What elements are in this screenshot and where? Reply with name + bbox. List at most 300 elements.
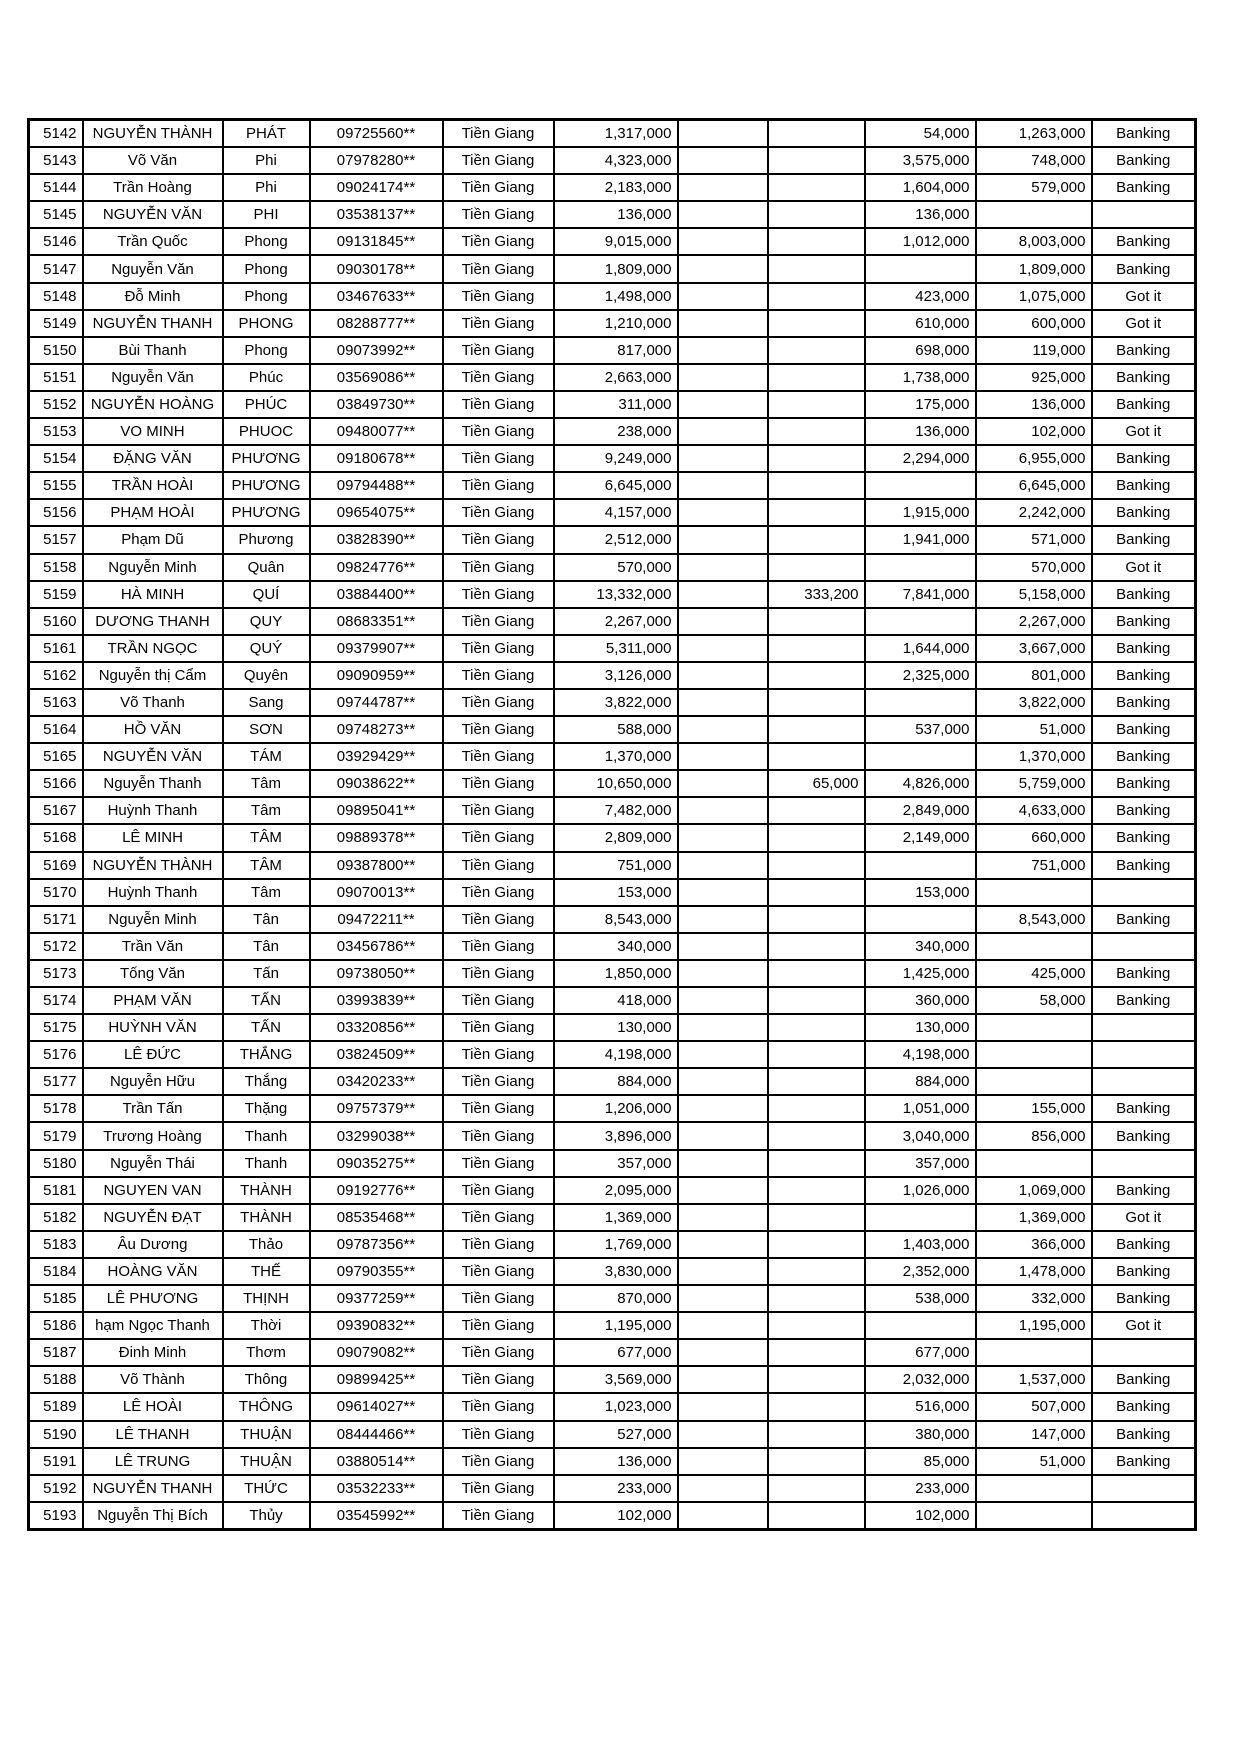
- cell-province[interactable]: Tiền Giang: [443, 662, 554, 689]
- cell-id[interactable]: 5152: [29, 391, 83, 418]
- cell-given_name[interactable]: Tấn: [223, 960, 310, 987]
- cell-amount_4[interactable]: 366,000: [976, 1231, 1092, 1258]
- cell-province[interactable]: Tiền Giang: [443, 1312, 554, 1339]
- cell-amount_3[interactable]: [865, 1312, 976, 1339]
- cell-amount_4[interactable]: 6,955,000: [976, 445, 1092, 472]
- cell-amount_1[interactable]: 130,000: [554, 1014, 678, 1041]
- cell-phone[interactable]: 03467633**: [310, 283, 443, 310]
- cell-amount_3[interactable]: 1,738,000: [865, 364, 976, 391]
- cell-given_name[interactable]: Phi: [223, 174, 310, 201]
- cell-amount_1[interactable]: 13,332,000: [554, 581, 678, 608]
- cell-province[interactable]: Tiền Giang: [443, 174, 554, 201]
- cell-amount_4[interactable]: 2,267,000: [976, 608, 1092, 635]
- cell-amount_3[interactable]: 610,000: [865, 310, 976, 337]
- cell-id[interactable]: 5163: [29, 689, 83, 716]
- cell-name[interactable]: LÊ THANH: [83, 1421, 223, 1448]
- cell-amount_4[interactable]: 136,000: [976, 391, 1092, 418]
- cell-amount_3[interactable]: 1,604,000: [865, 174, 976, 201]
- cell-province[interactable]: Tiền Giang: [443, 1095, 554, 1122]
- cell-status[interactable]: [1092, 1475, 1196, 1502]
- cell-phone[interactable]: 09379907**: [310, 635, 443, 662]
- cell-amount_3[interactable]: 2,849,000: [865, 797, 976, 824]
- cell-amount_3[interactable]: [865, 906, 976, 933]
- cell-province[interactable]: Tiền Giang: [443, 770, 554, 797]
- cell-amount_2[interactable]: [768, 1393, 865, 1420]
- cell-province[interactable]: Tiền Giang: [443, 1258, 554, 1285]
- cell-given_name[interactable]: PHI: [223, 201, 310, 228]
- cell-phone[interactable]: 09748273**: [310, 716, 443, 743]
- cell-province[interactable]: Tiền Giang: [443, 797, 554, 824]
- cell-phone[interactable]: 09790355**: [310, 1258, 443, 1285]
- cell-amount_2[interactable]: [768, 635, 865, 662]
- cell-id[interactable]: 5174: [29, 987, 83, 1014]
- cell-id[interactable]: 5161: [29, 635, 83, 662]
- cell-province[interactable]: Tiền Giang: [443, 445, 554, 472]
- cell-amount_2[interactable]: [768, 228, 865, 255]
- cell-phone[interactable]: 09787356**: [310, 1231, 443, 1258]
- cell-amount_4[interactable]: 425,000: [976, 960, 1092, 987]
- cell-blank_1[interactable]: [678, 743, 768, 770]
- cell-amount_1[interactable]: 233,000: [554, 1475, 678, 1502]
- cell-status[interactable]: Banking: [1092, 337, 1196, 364]
- cell-province[interactable]: Tiền Giang: [443, 310, 554, 337]
- cell-blank_1[interactable]: [678, 472, 768, 499]
- cell-province[interactable]: Tiền Giang: [443, 1204, 554, 1231]
- cell-amount_4[interactable]: 3,667,000: [976, 635, 1092, 662]
- cell-given_name[interactable]: Thảo: [223, 1231, 310, 1258]
- cell-phone[interactable]: 03569086**: [310, 364, 443, 391]
- cell-amount_1[interactable]: 2,512,000: [554, 526, 678, 553]
- cell-status[interactable]: Got it: [1092, 1204, 1196, 1231]
- cell-amount_1[interactable]: 9,249,000: [554, 445, 678, 472]
- cell-id[interactable]: 5166: [29, 770, 83, 797]
- cell-name[interactable]: NGUYEN VAN: [83, 1177, 223, 1204]
- cell-blank_1[interactable]: [678, 1285, 768, 1312]
- cell-id[interactable]: 5188: [29, 1366, 83, 1393]
- cell-given_name[interactable]: Tâm: [223, 770, 310, 797]
- cell-amount_2[interactable]: [768, 824, 865, 851]
- cell-province[interactable]: Tiền Giang: [443, 1177, 554, 1204]
- cell-amount_3[interactable]: 423,000: [865, 283, 976, 310]
- cell-amount_4[interactable]: 332,000: [976, 1285, 1092, 1312]
- cell-status[interactable]: Banking: [1092, 1095, 1196, 1122]
- cell-id[interactable]: 5181: [29, 1177, 83, 1204]
- cell-amount_1[interactable]: 2,183,000: [554, 174, 678, 201]
- cell-id[interactable]: 5159: [29, 581, 83, 608]
- cell-phone[interactable]: 03538137**: [310, 201, 443, 228]
- cell-amount_3[interactable]: 360,000: [865, 987, 976, 1014]
- cell-amount_3[interactable]: 1,941,000: [865, 526, 976, 553]
- cell-amount_3[interactable]: 54,000: [865, 120, 976, 148]
- cell-amount_4[interactable]: 748,000: [976, 147, 1092, 174]
- cell-name[interactable]: Nguyễn Minh: [83, 554, 223, 581]
- cell-amount_1[interactable]: 2,095,000: [554, 1177, 678, 1204]
- cell-status[interactable]: Banking: [1092, 689, 1196, 716]
- cell-amount_4[interactable]: 4,633,000: [976, 797, 1092, 824]
- cell-province[interactable]: Tiền Giang: [443, 526, 554, 553]
- cell-phone[interactable]: 07978280**: [310, 147, 443, 174]
- cell-amount_2[interactable]: [768, 120, 865, 148]
- cell-amount_4[interactable]: [976, 1068, 1092, 1095]
- cell-province[interactable]: Tiền Giang: [443, 689, 554, 716]
- cell-amount_4[interactable]: 1,478,000: [976, 1258, 1092, 1285]
- cell-name[interactable]: Nguyễn Văn: [83, 255, 223, 282]
- cell-province[interactable]: Tiền Giang: [443, 879, 554, 906]
- cell-blank_1[interactable]: [678, 283, 768, 310]
- cell-phone[interactable]: 09035275**: [310, 1150, 443, 1177]
- cell-id[interactable]: 5158: [29, 554, 83, 581]
- cell-blank_1[interactable]: [678, 1502, 768, 1530]
- cell-amount_1[interactable]: 3,569,000: [554, 1366, 678, 1393]
- cell-phone[interactable]: 08288777**: [310, 310, 443, 337]
- cell-given_name[interactable]: THÀNH: [223, 1204, 310, 1231]
- cell-phone[interactable]: 09131845**: [310, 228, 443, 255]
- cell-given_name[interactable]: PHÁT: [223, 120, 310, 148]
- cell-given_name[interactable]: Thời: [223, 1312, 310, 1339]
- cell-name[interactable]: hạm Ngọc Thanh: [83, 1312, 223, 1339]
- cell-province[interactable]: Tiền Giang: [443, 743, 554, 770]
- cell-amount_1[interactable]: 418,000: [554, 987, 678, 1014]
- cell-blank_1[interactable]: [678, 526, 768, 553]
- cell-province[interactable]: Tiền Giang: [443, 120, 554, 148]
- cell-phone[interactable]: 03320856**: [310, 1014, 443, 1041]
- cell-blank_1[interactable]: [678, 1204, 768, 1231]
- cell-amount_1[interactable]: 9,015,000: [554, 228, 678, 255]
- cell-amount_4[interactable]: 58,000: [976, 987, 1092, 1014]
- cell-blank_1[interactable]: [678, 1475, 768, 1502]
- cell-name[interactable]: Nguyễn Hữu: [83, 1068, 223, 1095]
- cell-phone[interactable]: 03824509**: [310, 1041, 443, 1068]
- cell-amount_2[interactable]: [768, 1312, 865, 1339]
- cell-status[interactable]: Banking: [1092, 1421, 1196, 1448]
- cell-name[interactable]: HUỲNH VĂN: [83, 1014, 223, 1041]
- cell-amount_1[interactable]: 7,482,000: [554, 797, 678, 824]
- cell-amount_4[interactable]: [976, 201, 1092, 228]
- cell-amount_4[interactable]: 1,369,000: [976, 1204, 1092, 1231]
- cell-province[interactable]: Tiền Giang: [443, 337, 554, 364]
- cell-blank_1[interactable]: [678, 1122, 768, 1149]
- cell-given_name[interactable]: QUY: [223, 608, 310, 635]
- cell-status[interactable]: Banking: [1092, 852, 1196, 879]
- cell-phone[interactable]: 09073992**: [310, 337, 443, 364]
- cell-status[interactable]: Banking: [1092, 770, 1196, 797]
- cell-amount_2[interactable]: [768, 608, 865, 635]
- cell-blank_1[interactable]: [678, 364, 768, 391]
- cell-amount_1[interactable]: 817,000: [554, 337, 678, 364]
- cell-blank_1[interactable]: [678, 1095, 768, 1122]
- cell-blank_1[interactable]: [678, 1041, 768, 1068]
- cell-id[interactable]: 5185: [29, 1285, 83, 1312]
- cell-blank_1[interactable]: [678, 337, 768, 364]
- cell-given_name[interactable]: Sang: [223, 689, 310, 716]
- cell-province[interactable]: Tiền Giang: [443, 201, 554, 228]
- cell-status[interactable]: Banking: [1092, 906, 1196, 933]
- cell-amount_1[interactable]: 527,000: [554, 1421, 678, 1448]
- cell-amount_4[interactable]: 579,000: [976, 174, 1092, 201]
- cell-name[interactable]: HÀ MINH: [83, 581, 223, 608]
- cell-amount_4[interactable]: 8,003,000: [976, 228, 1092, 255]
- cell-status[interactable]: Banking: [1092, 1393, 1196, 1420]
- cell-name[interactable]: Huỳnh Thanh: [83, 879, 223, 906]
- cell-given_name[interactable]: THẾ: [223, 1258, 310, 1285]
- cell-amount_2[interactable]: [768, 1231, 865, 1258]
- cell-amount_1[interactable]: 1,195,000: [554, 1312, 678, 1339]
- cell-id[interactable]: 5168: [29, 824, 83, 851]
- cell-phone[interactable]: 09472211**: [310, 906, 443, 933]
- cell-amount_2[interactable]: [768, 1068, 865, 1095]
- cell-given_name[interactable]: TẤN: [223, 1014, 310, 1041]
- cell-blank_1[interactable]: [678, 662, 768, 689]
- cell-phone[interactable]: 03420233**: [310, 1068, 443, 1095]
- cell-amount_4[interactable]: 925,000: [976, 364, 1092, 391]
- cell-status[interactable]: [1092, 933, 1196, 960]
- cell-blank_1[interactable]: [678, 1258, 768, 1285]
- cell-id[interactable]: 5189: [29, 1393, 83, 1420]
- cell-name[interactable]: NGUYỄN THÀNH: [83, 120, 223, 148]
- cell-phone[interactable]: 09192776**: [310, 1177, 443, 1204]
- cell-amount_2[interactable]: [768, 1475, 865, 1502]
- cell-amount_3[interactable]: 2,032,000: [865, 1366, 976, 1393]
- cell-phone[interactable]: 03880514**: [310, 1448, 443, 1475]
- cell-province[interactable]: Tiền Giang: [443, 1366, 554, 1393]
- cell-amount_2[interactable]: [768, 255, 865, 282]
- cell-name[interactable]: PHẠM VĂN: [83, 987, 223, 1014]
- cell-amount_4[interactable]: 660,000: [976, 824, 1092, 851]
- cell-province[interactable]: Tiền Giang: [443, 1502, 554, 1530]
- cell-amount_4[interactable]: [976, 1339, 1092, 1366]
- cell-blank_1[interactable]: [678, 255, 768, 282]
- cell-amount_4[interactable]: 507,000: [976, 1393, 1092, 1420]
- cell-name[interactable]: NGUYỄN ĐẠT: [83, 1204, 223, 1231]
- cell-province[interactable]: Tiền Giang: [443, 1393, 554, 1420]
- cell-id[interactable]: 5176: [29, 1041, 83, 1068]
- cell-status[interactable]: Banking: [1092, 1366, 1196, 1393]
- cell-given_name[interactable]: THÀNH: [223, 1177, 310, 1204]
- cell-id[interactable]: 5162: [29, 662, 83, 689]
- cell-amount_1[interactable]: 588,000: [554, 716, 678, 743]
- cell-amount_3[interactable]: 357,000: [865, 1150, 976, 1177]
- cell-phone[interactable]: 09024174**: [310, 174, 443, 201]
- cell-name[interactable]: HỒ VĂN: [83, 716, 223, 743]
- cell-province[interactable]: Tiền Giang: [443, 1068, 554, 1095]
- cell-amount_3[interactable]: 340,000: [865, 933, 976, 960]
- cell-given_name[interactable]: PHƯƠNG: [223, 472, 310, 499]
- cell-id[interactable]: 5182: [29, 1204, 83, 1231]
- cell-amount_1[interactable]: 677,000: [554, 1339, 678, 1366]
- cell-given_name[interactable]: Tân: [223, 906, 310, 933]
- cell-id[interactable]: 5153: [29, 418, 83, 445]
- cell-name[interactable]: NGUYỄN HOÀNG: [83, 391, 223, 418]
- cell-blank_1[interactable]: [678, 1150, 768, 1177]
- cell-status[interactable]: Got it: [1092, 418, 1196, 445]
- cell-amount_4[interactable]: 2,242,000: [976, 499, 1092, 526]
- cell-blank_1[interactable]: [678, 581, 768, 608]
- cell-amount_1[interactable]: 1,498,000: [554, 283, 678, 310]
- cell-phone[interactable]: 08683351**: [310, 608, 443, 635]
- cell-status[interactable]: Banking: [1092, 1177, 1196, 1204]
- cell-amount_3[interactable]: 85,000: [865, 1448, 976, 1475]
- cell-amount_4[interactable]: 51,000: [976, 716, 1092, 743]
- cell-id[interactable]: 5148: [29, 283, 83, 310]
- cell-name[interactable]: Trần Hoàng: [83, 174, 223, 201]
- cell-province[interactable]: Tiền Giang: [443, 1421, 554, 1448]
- cell-given_name[interactable]: SƠN: [223, 716, 310, 743]
- cell-amount_4[interactable]: 571,000: [976, 526, 1092, 553]
- cell-province[interactable]: Tiền Giang: [443, 716, 554, 743]
- cell-status[interactable]: [1092, 1041, 1196, 1068]
- cell-amount_2[interactable]: [768, 797, 865, 824]
- cell-name[interactable]: Nguyễn Văn: [83, 364, 223, 391]
- cell-given_name[interactable]: THÔNG: [223, 1393, 310, 1420]
- cell-given_name[interactable]: TÂM: [223, 852, 310, 879]
- cell-given_name[interactable]: Thặng: [223, 1095, 310, 1122]
- cell-blank_1[interactable]: [678, 1231, 768, 1258]
- cell-given_name[interactable]: PHƯƠNG: [223, 499, 310, 526]
- cell-given_name[interactable]: Thanh: [223, 1122, 310, 1149]
- cell-given_name[interactable]: PHONG: [223, 310, 310, 337]
- cell-amount_3[interactable]: 102,000: [865, 1502, 976, 1530]
- cell-amount_4[interactable]: 51,000: [976, 1448, 1092, 1475]
- cell-name[interactable]: NGUYỄN THANH: [83, 1475, 223, 1502]
- cell-amount_2[interactable]: [768, 852, 865, 879]
- cell-amount_4[interactable]: 8,543,000: [976, 906, 1092, 933]
- cell-amount_2[interactable]: [768, 391, 865, 418]
- cell-amount_3[interactable]: 153,000: [865, 879, 976, 906]
- cell-amount_1[interactable]: 751,000: [554, 852, 678, 879]
- cell-province[interactable]: Tiền Giang: [443, 852, 554, 879]
- cell-amount_4[interactable]: 119,000: [976, 337, 1092, 364]
- cell-phone[interactable]: 03993839**: [310, 987, 443, 1014]
- cell-province[interactable]: Tiền Giang: [443, 635, 554, 662]
- cell-blank_1[interactable]: [678, 1177, 768, 1204]
- cell-amount_3[interactable]: 1,012,000: [865, 228, 976, 255]
- cell-given_name[interactable]: Tâm: [223, 797, 310, 824]
- cell-amount_1[interactable]: 1,317,000: [554, 120, 678, 148]
- cell-name[interactable]: NGUYỄN VĂN: [83, 201, 223, 228]
- cell-blank_1[interactable]: [678, 852, 768, 879]
- cell-amount_3[interactable]: 516,000: [865, 1393, 976, 1420]
- cell-status[interactable]: Banking: [1092, 120, 1196, 148]
- cell-amount_1[interactable]: 1,809,000: [554, 255, 678, 282]
- cell-amount_4[interactable]: 102,000: [976, 418, 1092, 445]
- cell-province[interactable]: Tiền Giang: [443, 1041, 554, 1068]
- cell-amount_2[interactable]: 65,000: [768, 770, 865, 797]
- cell-phone[interactable]: 09030178**: [310, 255, 443, 282]
- cell-amount_2[interactable]: [768, 1366, 865, 1393]
- cell-amount_4[interactable]: 3,822,000: [976, 689, 1092, 716]
- cell-amount_2[interactable]: [768, 1502, 865, 1530]
- cell-id[interactable]: 5171: [29, 906, 83, 933]
- cell-id[interactable]: 5193: [29, 1502, 83, 1530]
- cell-phone[interactable]: 03849730**: [310, 391, 443, 418]
- cell-amount_2[interactable]: [768, 445, 865, 472]
- cell-amount_1[interactable]: 1,769,000: [554, 1231, 678, 1258]
- cell-id[interactable]: 5184: [29, 1258, 83, 1285]
- cell-amount_1[interactable]: 1,850,000: [554, 960, 678, 987]
- cell-name[interactable]: Võ Thanh: [83, 689, 223, 716]
- cell-name[interactable]: Trần Quốc: [83, 228, 223, 255]
- cell-amount_3[interactable]: 136,000: [865, 201, 976, 228]
- cell-given_name[interactable]: Thủy: [223, 1502, 310, 1530]
- cell-blank_1[interactable]: [678, 1068, 768, 1095]
- cell-province[interactable]: Tiền Giang: [443, 391, 554, 418]
- cell-id[interactable]: 5192: [29, 1475, 83, 1502]
- cell-amount_3[interactable]: [865, 608, 976, 635]
- cell-amount_2[interactable]: [768, 987, 865, 1014]
- cell-phone[interactable]: 09390832**: [310, 1312, 443, 1339]
- cell-status[interactable]: [1092, 1502, 1196, 1530]
- cell-amount_4[interactable]: 1,069,000: [976, 1177, 1092, 1204]
- cell-province[interactable]: Tiền Giang: [443, 608, 554, 635]
- cell-id[interactable]: 5142: [29, 120, 83, 148]
- cell-blank_1[interactable]: [678, 310, 768, 337]
- cell-blank_1[interactable]: [678, 554, 768, 581]
- cell-phone[interactable]: 09794488**: [310, 472, 443, 499]
- cell-blank_1[interactable]: [678, 1366, 768, 1393]
- cell-status[interactable]: Got it: [1092, 310, 1196, 337]
- cell-phone[interactable]: 03929429**: [310, 743, 443, 770]
- cell-province[interactable]: Tiền Giang: [443, 418, 554, 445]
- cell-id[interactable]: 5190: [29, 1421, 83, 1448]
- cell-amount_1[interactable]: 3,822,000: [554, 689, 678, 716]
- cell-amount_4[interactable]: [976, 1150, 1092, 1177]
- cell-amount_2[interactable]: [768, 1285, 865, 1312]
- cell-blank_1[interactable]: [678, 1448, 768, 1475]
- cell-id[interactable]: 5170: [29, 879, 83, 906]
- cell-phone[interactable]: 03545992**: [310, 1502, 443, 1530]
- cell-amount_1[interactable]: 153,000: [554, 879, 678, 906]
- cell-name[interactable]: Võ Văn: [83, 147, 223, 174]
- cell-amount_4[interactable]: [976, 1475, 1092, 1502]
- cell-given_name[interactable]: PHƯƠNG: [223, 445, 310, 472]
- cell-amount_1[interactable]: 311,000: [554, 391, 678, 418]
- cell-name[interactable]: Phạm Dũ: [83, 526, 223, 553]
- cell-amount_4[interactable]: 1,263,000: [976, 120, 1092, 148]
- cell-name[interactable]: Nguyễn Minh: [83, 906, 223, 933]
- cell-amount_4[interactable]: 1,075,000: [976, 283, 1092, 310]
- cell-amount_1[interactable]: 1,023,000: [554, 1393, 678, 1420]
- cell-name[interactable]: VO MINH: [83, 418, 223, 445]
- cell-blank_1[interactable]: [678, 418, 768, 445]
- cell-amount_4[interactable]: 1,370,000: [976, 743, 1092, 770]
- cell-blank_1[interactable]: [678, 1014, 768, 1041]
- cell-id[interactable]: 5187: [29, 1339, 83, 1366]
- cell-amount_2[interactable]: [768, 337, 865, 364]
- cell-amount_1[interactable]: 136,000: [554, 1448, 678, 1475]
- cell-province[interactable]: Tiền Giang: [443, 906, 554, 933]
- cell-name[interactable]: Đỗ Minh: [83, 283, 223, 310]
- cell-given_name[interactable]: Phong: [223, 283, 310, 310]
- cell-amount_3[interactable]: 130,000: [865, 1014, 976, 1041]
- cell-phone[interactable]: 09480077**: [310, 418, 443, 445]
- cell-province[interactable]: Tiền Giang: [443, 1285, 554, 1312]
- cell-amount_4[interactable]: [976, 933, 1092, 960]
- cell-status[interactable]: Banking: [1092, 743, 1196, 770]
- cell-given_name[interactable]: QUÍ: [223, 581, 310, 608]
- cell-blank_1[interactable]: [678, 608, 768, 635]
- cell-province[interactable]: Tiền Giang: [443, 472, 554, 499]
- cell-given_name[interactable]: THẮNG: [223, 1041, 310, 1068]
- cell-amount_2[interactable]: [768, 716, 865, 743]
- cell-given_name[interactable]: Quyên: [223, 662, 310, 689]
- cell-phone[interactable]: 09744787**: [310, 689, 443, 716]
- cell-id[interactable]: 5143: [29, 147, 83, 174]
- cell-status[interactable]: [1092, 1150, 1196, 1177]
- cell-phone[interactable]: 09614027**: [310, 1393, 443, 1420]
- cell-name[interactable]: Nguyễn Thanh: [83, 770, 223, 797]
- cell-amount_1[interactable]: 2,663,000: [554, 364, 678, 391]
- cell-name[interactable]: DƯƠNG THANH: [83, 608, 223, 635]
